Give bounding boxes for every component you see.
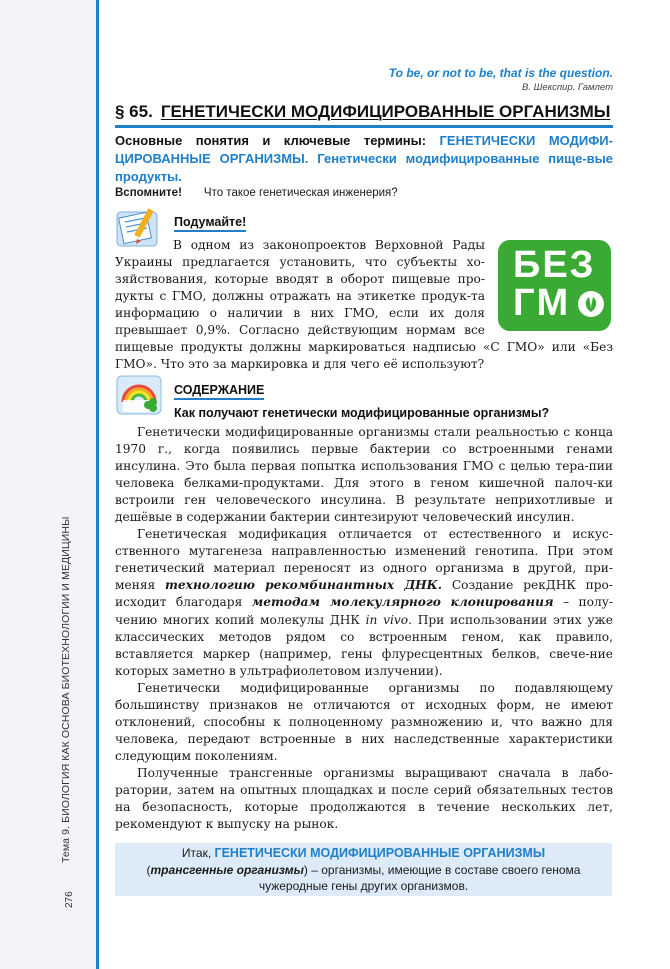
key-terms-label: Основные понятия и ключевые термины: [115,133,427,148]
summary-term: ГЕНЕТИЧЕСКИ МОДИФИЦИРОВАННЫЕ ОРГАНИЗМЫ [214,846,546,860]
key-term-gmo: ГЕНЕТИЧЕСКИ МОДИФИ-ЦИРОВАННЫЕ ОРГАНИЗМЫ. [115,133,613,166]
paragraph-2 [115,526,613,679]
p2-part-c: – полу-чению многих копий молекулы ДНК [115,595,614,627]
p2-part-d: . При использовании этих уже классических методов рядом со встроенным геном, как правило, вставляется маркер (например, гены флуресцентных белков, свече-ние которых заметно в ультрафиолетовом излучении). [115,612,613,678]
left-sidebar [0,0,98,969]
summary-lead: Итак, [181,846,212,860]
chapter-heading [115,102,613,128]
term-molecular-cloning: методам молекулярного клонирования [251,595,554,610]
content-body [115,424,613,833]
no-gmo-badge [498,240,611,331]
content-heading: СОДЕРЖАНИЕ [174,383,264,400]
sidebar-divider [96,0,99,969]
page-number [64,884,84,908]
summary-definition: – организмы, имеющие в составе своего генома чужеродные гены других организмов. [258,862,581,893]
epigraph-quote: To be, or not to be, that is the question. [388,66,613,80]
key-term-food: Генетически модифицированные пище-вые продукты. [115,151,613,184]
term-recombinant-dna: технологию рекомбинантных ДНК. [165,578,443,593]
epigraph-author: В. Шекспир. Гамлет [522,82,613,93]
p2-part-a: Генетическая модификация отличается от естественного и искус-ственного мутагенеза направленностью изменений генотипа. При этом генетический материал переносят из одного организма в другой, при-меняя [115,527,613,593]
paragraph-4: Полученные трансгенные организмы выращивают сначала в лабо-ратории, затем на опытных площадках и после серий обязательных тестов на безопасность, которые продолжаются в течение нескольких лет, рекомендуют к выпуску на рынок. [115,765,613,832]
think-paragraph: В одном из законопроектов Верховной Рады Украины предлагается установить, что субъекты хо-зяйствования, которые вводят в оборот пищевые про-дукты с ГМО, должны отражать на этикетке продук-та информацию о наличии в них ГМО, если их доля превышает 0,9%. Согласно действующим нормам все пищевые продукты должны маркироваться надписью «С ГМО» или «Без ГМО». Что это за маркировка и для чего её используют? [115,238,613,371]
epigraph [389,66,613,93]
summary-box: Итак, ГЕНЕТИЧЕСКИ МОДИФИЦИРОВАННЫЕ ОРГАНИЗМЫ (трансгенные организмы) – организмы, имеющие в составе своего генома чужеродные гены других организмов. [115,843,612,896]
paragraph-1: Генетически модифицированные организмы стали реальностью с конца 1970 г., когда появились первые бактерии со встроенными генами инсулина. Это была первая попытка использования ГМО с целью тера-пии человека белками-продуктами. Для этого в геном кишечной палоч-ки встроили ген человеческого инсулина. В результате неприхотливые и дешёвые в содержании бактерии синтезируют человеческий инсулин. [115,425,613,525]
summary-alt-term: трансгенные организмы [150,862,304,877]
rainbow-clover-icon [115,372,165,416]
recall-label: Вспомните! [115,187,182,199]
leaf-icon [577,290,605,318]
key-terms [115,132,613,186]
recall-question: Что такое генетическая инженерия? [203,187,398,199]
paragraph-3: Генетически модифицированные организмы по подавляющему большинству признаков не отличаются от исходных форм, не имеют отклонений, способны к полноценному размножению и, что важно для человека, передают встроенные в них наследственные характеристики следующим поколениям. [115,680,613,763]
vertical-title-text: Тема 9. БИОЛОГИЯ КАК ОСНОВА БИОТЕХНОЛОГИИ И МЕДИЦИНЫ [60,516,72,863]
content-question: Как получают генетически модифицированные организмы? [174,406,550,420]
indent-spacer [115,237,173,254]
recall-prompt [115,185,613,201]
chapter-vertical-title [60,408,80,863]
chapter-number: § 65. [115,102,153,121]
chapter-title: ГЕНЕТИЧЕСКИ МОДИФИЦИРОВАННЫЕ ОРГАНИЗМЫ [160,102,611,121]
page-number-text: 276 [64,891,75,908]
badge-line1: БЕЗ [513,244,596,286]
badge-line2: ГМ [513,282,571,324]
term-in-vivo: in vivo [365,612,409,627]
p2-part-b: Создание рекДНК про-исходит благодаря [115,578,614,610]
think-heading: Подумайте! [174,215,246,232]
